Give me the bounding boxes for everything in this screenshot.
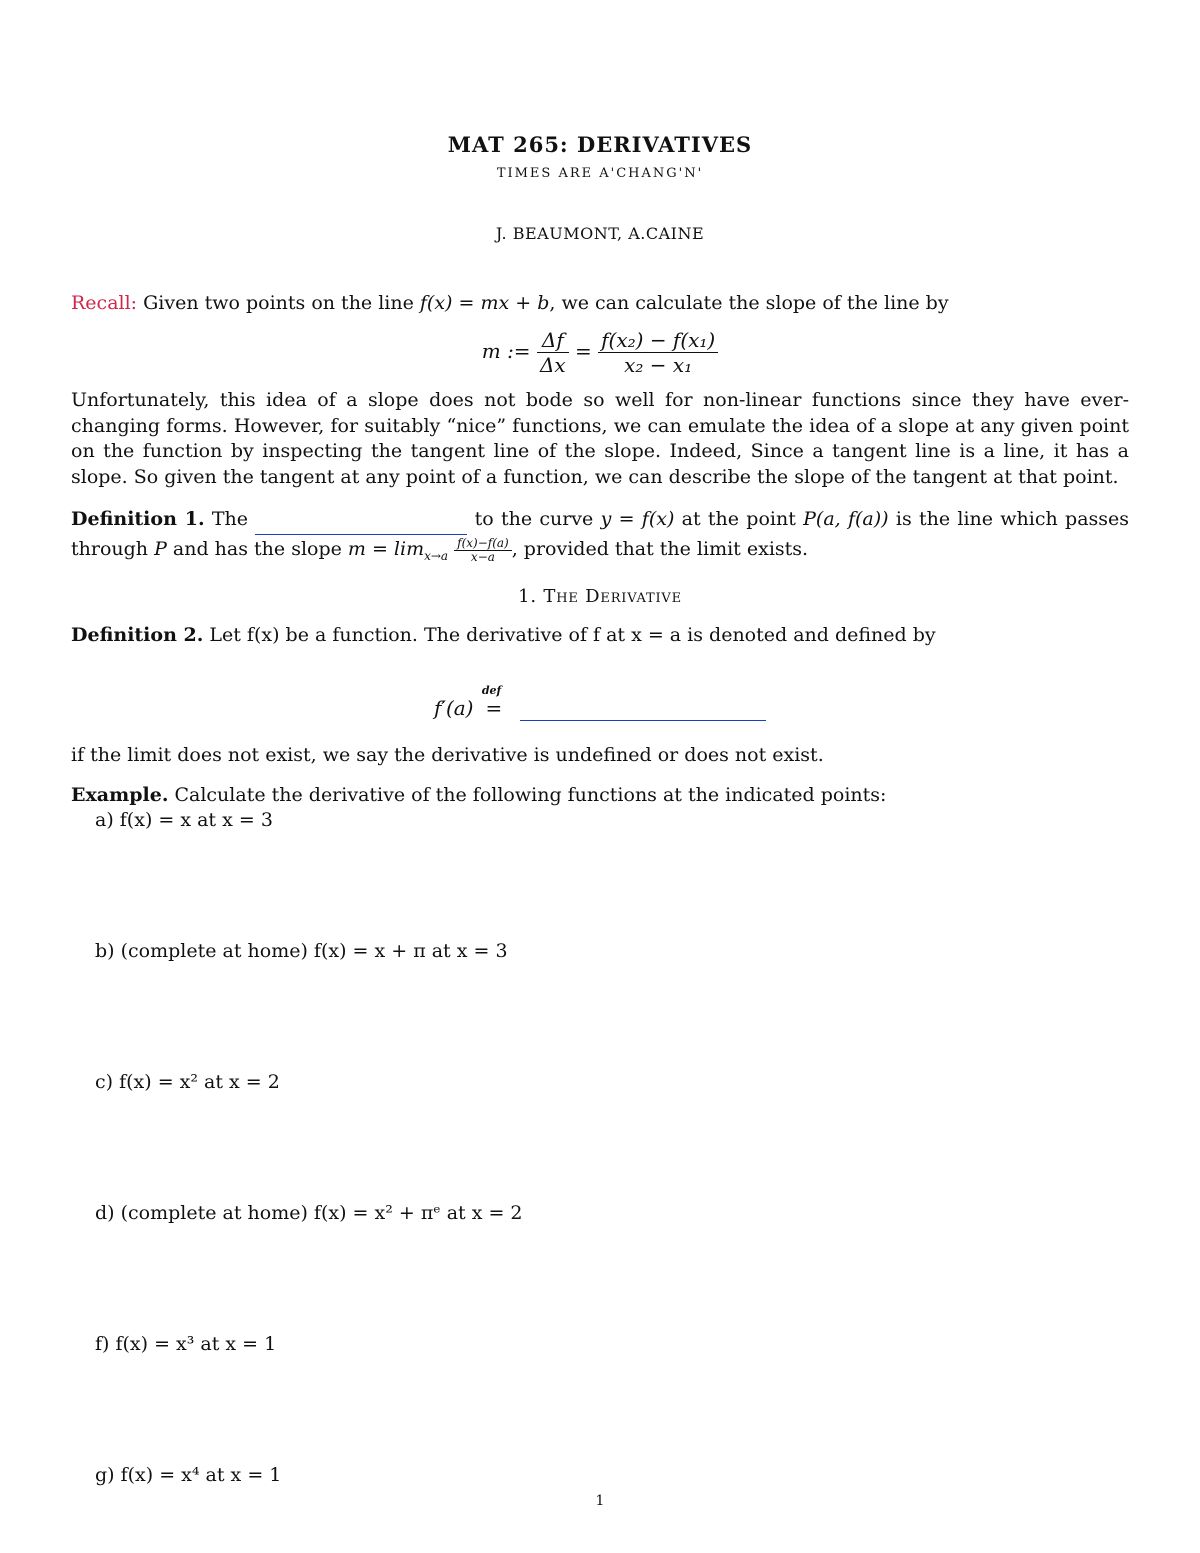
derivative-definition-blank[interactable] <box>520 696 766 721</box>
difference-quotient-denominator: x₂ − x₁ <box>624 353 693 377</box>
definition-1-text-point: at the point <box>674 508 804 530</box>
def-equals-symbol <box>480 684 508 720</box>
definition-1-limit-numerator: f(x)−f(a) <box>454 537 512 551</box>
recall-text-before: Given two points on the line <box>137 292 420 314</box>
section-title: The Derivative <box>543 586 682 607</box>
slope-formula <box>0 328 1200 377</box>
example-item-c: c) f(x) = x² at x = 2 <box>95 1071 280 1093</box>
definition-1-p: P <box>154 538 167 560</box>
difference-quotient-numerator: f(x₂) − f(x₁) <box>598 328 718 353</box>
delta-fraction <box>537 328 569 377</box>
page-number: 1 <box>595 1493 605 1509</box>
document-subtitle: TIMES ARE A'CHANG'N' <box>496 166 704 181</box>
definition-2-after: if the limit does not exist, we say the derivative is undefined or does not exist. <box>71 744 824 766</box>
example-text: Calculate the derivative of the following functions at the indicated points: <box>168 784 887 806</box>
section-heading <box>0 586 1200 607</box>
intro-paragraph: Unfortunately, this idea of a slope does not bode so well for non-linear functions since they have ever-changing forms. However, for suitably “nice” functions, we can emulate the idea of a slope at any given point on the function by inspecting the tangent line of the slope. Indeed, Since a tangent line is a line, it has a slope. So given the tangent at any point of a function, we can describe the slope of the tangent at that point. <box>71 389 1129 488</box>
delta-fraction-denominator: Δx <box>539 353 566 377</box>
def-label: def <box>481 684 502 697</box>
example-item-f: f) f(x) = x³ at x = 1 <box>95 1333 277 1355</box>
example-item-b: b) (complete at home) f(x) = x + π at x = 3 <box>95 940 508 962</box>
definition-1-text-slope: and has the slope <box>166 538 348 560</box>
definition-1-limit-subscript: x→a <box>424 548 449 563</box>
document-authors: J. BEAUMONT, A.CAINE <box>495 224 705 243</box>
definition-1-point: P(a, f(a)) <box>803 508 889 530</box>
definition-1-slope-lhs: m = lim <box>347 538 425 560</box>
recall-line-equation: f(x) = mx + b <box>419 292 550 314</box>
example-item-a: a) f(x) = x at x = 3 <box>95 809 273 831</box>
definition-2-label: Definition 2. <box>71 624 204 646</box>
definition-2-text: Let f(x) be a function. The derivative of f at x = a is denoted and defined by <box>203 624 936 646</box>
slope-formula-equals: = <box>575 339 592 363</box>
definition-1-limit-denominator: x−a <box>470 549 495 564</box>
recall-text-after: , we can calculate the slope of the line by <box>549 292 949 314</box>
recall-label: Recall: <box>71 292 138 314</box>
definition-1 <box>71 505 1129 571</box>
definition-1-text-passes: is the line which passes through <box>71 508 1130 560</box>
derivative-formula-lhs: f′(a) <box>434 696 474 720</box>
derivative-formula <box>434 684 766 721</box>
recall-paragraph <box>71 291 1129 317</box>
section-number: 1. <box>518 586 537 607</box>
difference-quotient-fraction <box>598 328 718 377</box>
document-title: MAT 265: DERIVATIVES <box>447 132 753 157</box>
slope-formula-lhs: m := <box>481 339 531 363</box>
definition-1-label: Definition 1. <box>71 508 205 530</box>
example-item-d: d) (complete at home) f(x) = x² + πᵉ at x = 2 <box>95 1202 523 1224</box>
example-label: Example. <box>71 784 169 806</box>
definition-1-curve: y = f(x) <box>600 508 675 530</box>
definition-2 <box>71 623 1129 649</box>
definition-1-text-mid: to the curve <box>467 508 601 530</box>
definition-1-limit-fraction <box>454 537 512 564</box>
definition-1-blank[interactable] <box>255 505 467 535</box>
example-item-g: g) f(x) = x⁴ at x = 1 <box>95 1464 282 1486</box>
definition-1-text-the: The <box>204 508 256 530</box>
definition-1-text-end: , provided that the limit exists. <box>511 538 809 560</box>
delta-fraction-numerator: Δf <box>537 328 569 353</box>
example-intro <box>71 783 1129 809</box>
def-equals: = <box>485 696 503 720</box>
